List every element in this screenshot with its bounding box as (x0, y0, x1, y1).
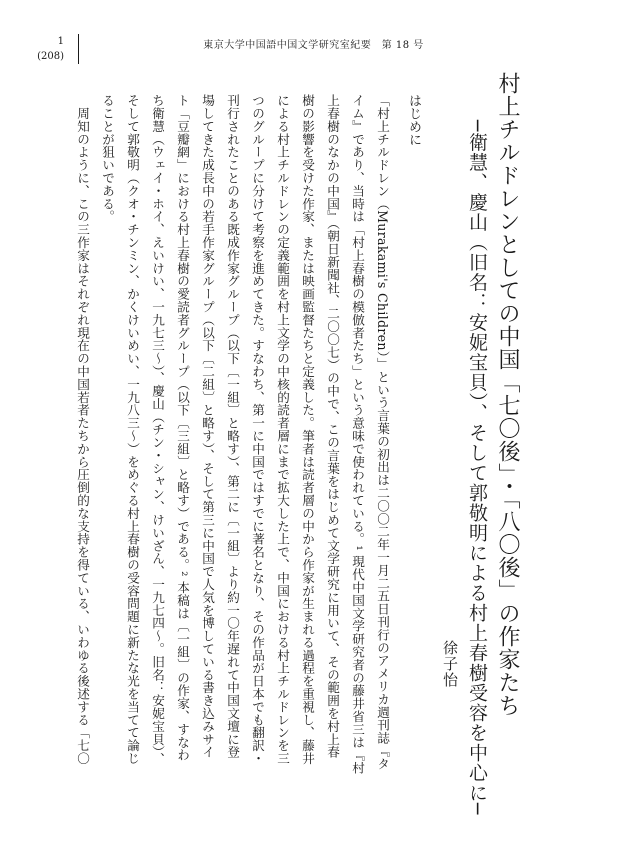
section-heading: はじめに (406, 94, 421, 146)
body-line: 樹の影響を受けた作家、または映画監督たちと定義した。筆者は読者層の中から作家が生まれる過程を重視し、藤井 (300, 94, 315, 765)
page-number-paren: (208) (37, 51, 64, 62)
body-line: ち衛慧（ウェイ・ホイ、えいけい、一九七三～）、慶山（チン・シャン、けいざん、一九七四～。旧名：安妮宝貝）、 (150, 94, 165, 766)
author-name: 徐子怡 (441, 640, 459, 688)
body-line: そして郭敬明（クオ・チンミン、かくけいめい、一九八三～）をめぐる村上春樹の受容問題に新たな光を当てて論じ (125, 94, 140, 765)
body-line: ることが狙いである。 (100, 94, 115, 223)
body-line: 上春樹のなかの中国』（朝日新聞社、二〇〇七）の中で、この言葉をはじめて文学研究に用いて、その範囲を村上春 (325, 94, 340, 759)
body-line: イム』であり、当時は「村上春樹の模倣者たち」という意味で使われている。¹ 現代中国文学研究者の藤井省三は『村 (350, 94, 365, 775)
page-number-main: 1 (57, 36, 64, 47)
body-line: 周知のように、この三作家はそれぞれ現在の中国若者たちから圧倒的な支持を得ている、いわゆる後述する「七〇 (75, 94, 90, 765)
body-line: ト「豆瓣網」における村上春樹の愛読者グループ（以下〔三組〕と略す）である。² 本稿は〔一組〕の作家、すなわ (175, 94, 190, 762)
body-line: 場してきた成長中の若手作家グループ（以下〔二組〕と略す）、そして第三に中国で人気を博している書き込みサイ (200, 94, 215, 759)
body-line: による村上チルドレンの定義範囲を村上文学の中核的読者層にまで拡大した上で、中国における村上チルドレンを三 (275, 94, 290, 765)
article-title: 村上チルドレンとしての中国「七〇後」・「八〇後」の作家たち (495, 72, 520, 717)
body-line: 「村上チルドレン（Murakami's Children）」という言葉の初出は二〇〇二年一月二五日刊行のアメリカ週刊誌『タ (375, 94, 390, 771)
article-subtitle: ─衛慧、慶山（旧名：安妮宝貝）、そして郭敬明による村上春樹受容を中心に─ (466, 120, 488, 816)
body-line: つのグループに分けて考察を進めてきた。すなわち、第一に中国ではすでに著名となり、その作品が日本でも翻訳・ (250, 94, 265, 765)
body-line: 刊行されたことのある既成作家グループ（以下〔一組〕と略す）、第二に〔一組〕より約一〇年遅れて中国文壇に登 (225, 94, 240, 759)
journal-header: 東京大学中国語中国文学研究室紀要 第 18 号 (203, 40, 424, 51)
